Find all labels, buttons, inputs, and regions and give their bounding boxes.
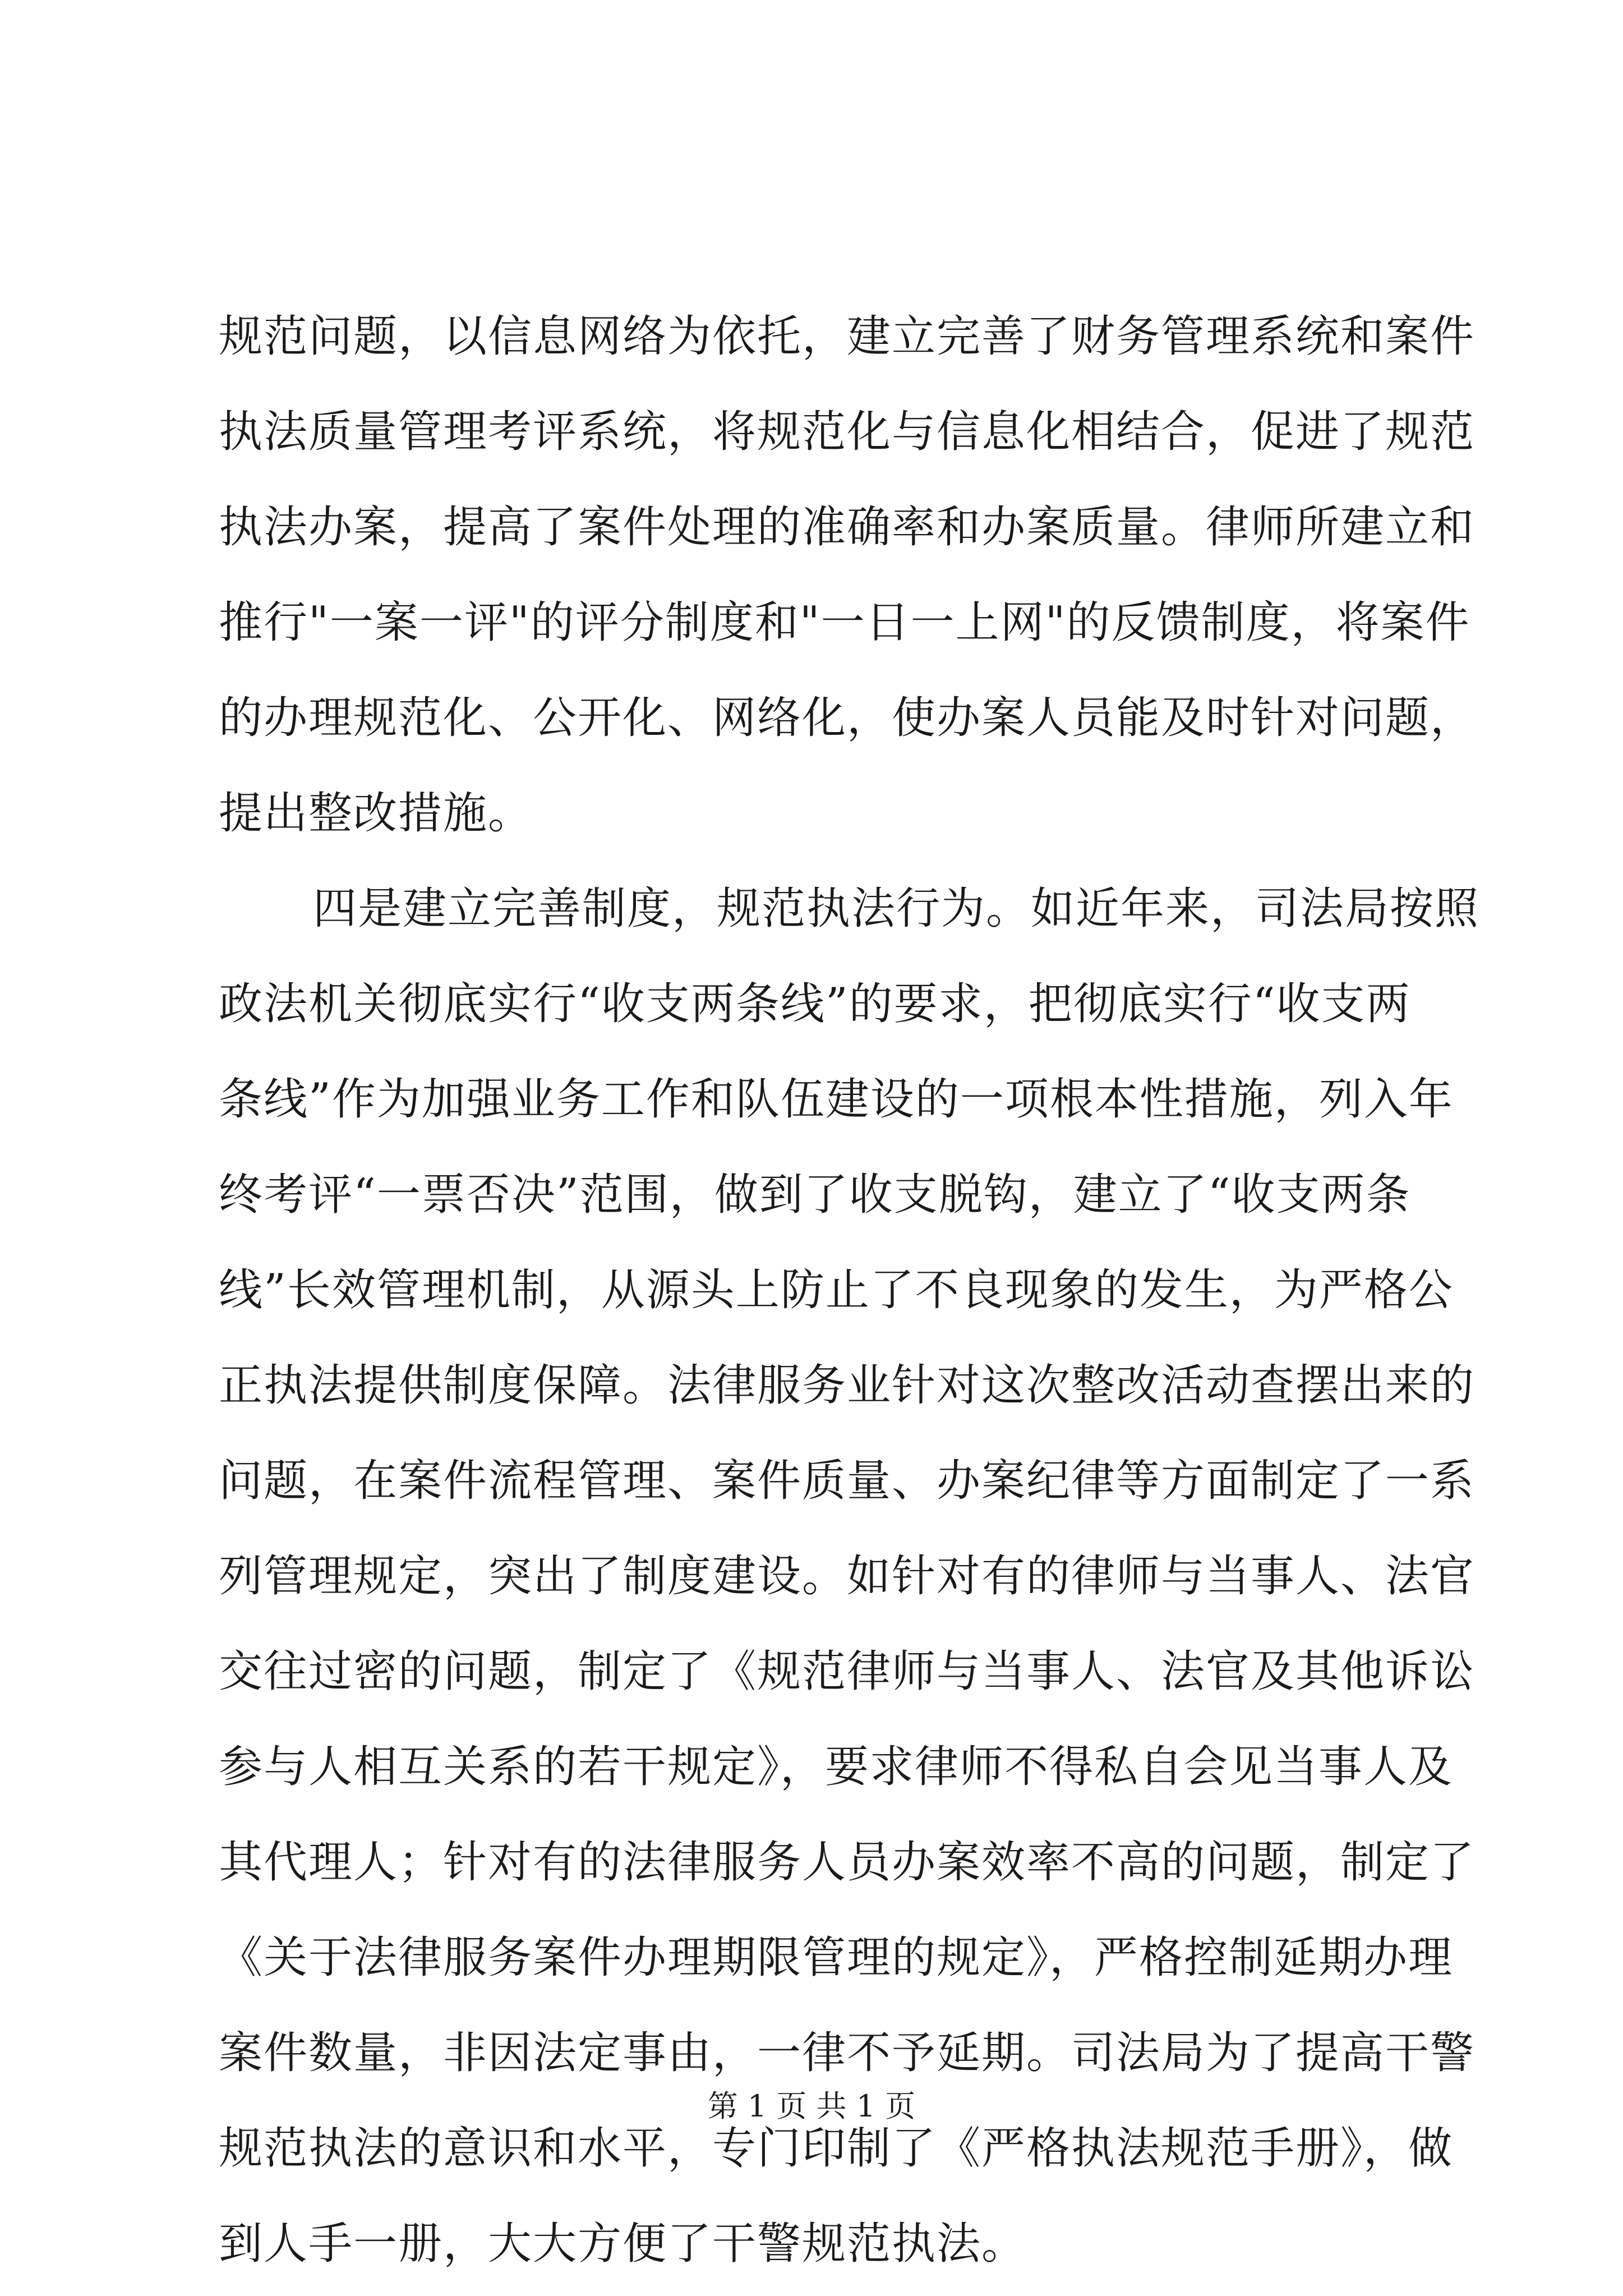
text-line: 执法质量管理考评系统，将规范化与信息化相结合，促进了规范 — [219, 407, 1476, 457]
text-line: 推行"一案一评"的评分制度和"一日一上网"的反馈制度，将案件 — [219, 597, 1470, 648]
page-number-footer: 第 1 页 共 1 页 — [707, 2088, 916, 2124]
text-line: 线”长效管理机制，从源头上防止了不良现象的发生，为严格公 — [219, 1265, 1454, 1315]
text-line: 正执法提供制度保障。法律服务业针对这次整改活动查摆出来的 — [219, 1360, 1476, 1411]
body-text — [219, 289, 1480, 2292]
text-line: 提出整改措施。 — [219, 788, 533, 839]
text-line: 问题，在案件流程管理、案件质量、办案纪律等方面制定了一系 — [219, 1456, 1476, 1506]
paragraph-start-line: 四是建立完善制度，规范执法行为。如近年来，司法局按照 — [313, 884, 1480, 934]
text-line: 的办理规范化、公开化、网络化，使办案人员能及时针对问题， — [219, 693, 1476, 743]
text-line: 规范问题，以信息网络为依托，建立完善了财务管理系统和案件 — [219, 311, 1476, 362]
text-line: 终考评“一票否决”范围，做到了收支脱钩，建立了“收支两条 — [219, 1170, 1411, 1220]
text-line: 参与人相互关系的若干规定》，要求律师不得私自会见当事人及 — [219, 1742, 1454, 1792]
text-line: 案件数量，非因法定事由，一律不予延期。司法局为了提高干警 — [219, 2028, 1476, 2078]
text-line: 条线”作为加强业务工作和队伍建设的一项根本性措施，列入年 — [219, 1074, 1454, 1125]
text-line: 《关于法律服务案件办理期限管理的规定》，严格控制延期办理 — [219, 1932, 1454, 1983]
text-line: 政法机关彻底实行“收支两条线”的要求，把彻底实行“收支两 — [219, 979, 1411, 1029]
text-line: 规范执法的意识和水平，专门印制了《严格执法规范手册》，做 — [219, 2123, 1454, 2174]
text-line: 列管理规定，突出了制度建设。如针对有的律师与当事人、法官 — [219, 1551, 1476, 1602]
text-line: 交往过密的问题，制定了《规范律师与当事人、法官及其他诉讼 — [219, 1646, 1476, 1697]
text-line: 其代理人；针对有的法律服务人员办案效率不高的问题，制定了 — [219, 1837, 1476, 1888]
text-line: 到人手一册，大大方便了干警规范执法。 — [219, 2219, 1027, 2269]
text-line: 执法办案，提高了案件处理的准确率和办案质量。律师所建立和 — [219, 502, 1476, 553]
